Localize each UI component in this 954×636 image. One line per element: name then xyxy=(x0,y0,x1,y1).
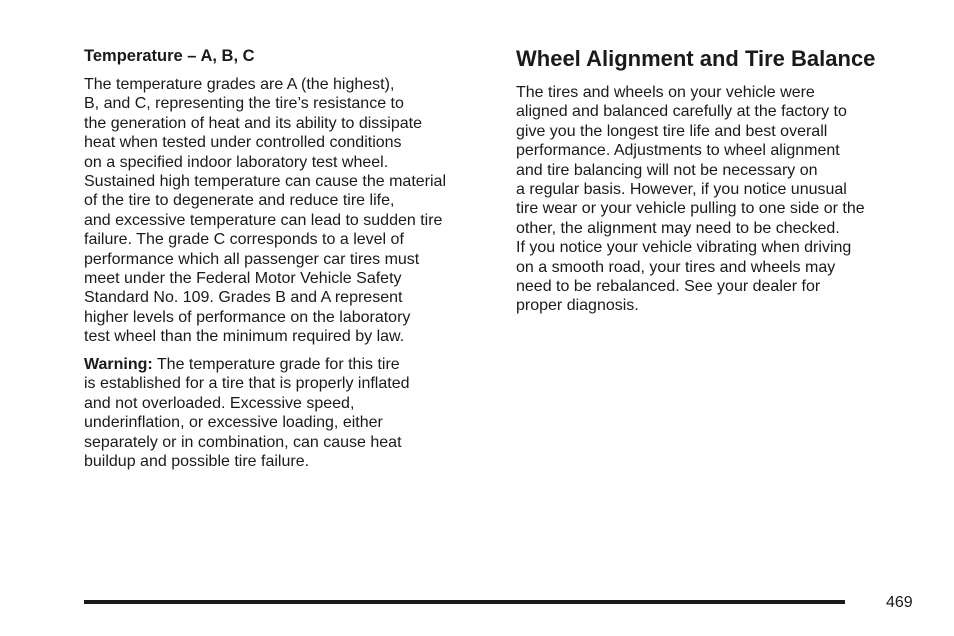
footer-rule xyxy=(84,600,845,604)
paragraph-line: give you the longest tire life and best overall xyxy=(516,122,828,140)
paragraph-line: and excessive temperature can lead to sudden tire xyxy=(84,211,443,229)
paragraph-line: on a specified indoor laboratory test wheel. xyxy=(84,153,389,171)
paragraph-line: performance which all passenger car tires must xyxy=(84,250,420,268)
paragraph-line: the generation of heat and its ability to dissipate xyxy=(84,114,422,132)
paragraph-line: separately or in combination, can cause heat xyxy=(84,433,402,451)
paragraph-line: If you notice your vehicle vibrating when driving xyxy=(516,239,852,257)
paragraph-line: on a smooth road, your tires and wheels may xyxy=(516,258,836,276)
wheel-alignment-heading: Wheel Alignment and Tire Balance xyxy=(516,46,876,71)
paragraph-line: buildup and possible tire failure. xyxy=(84,453,310,471)
paragraph-line: performance. Adjustments to wheel alignment xyxy=(516,142,840,160)
paragraph-line: higher levels of performance on the laboratory xyxy=(84,308,411,326)
temperature-subheading: Temperature – A, B, C xyxy=(84,47,255,65)
paragraph-line: underinflation, or excessive loading, either xyxy=(84,414,383,432)
paragraph-line: Standard No. 109. Grades B and A represent xyxy=(84,289,403,307)
temperature-paragraph xyxy=(84,75,446,347)
paragraph-line: a regular basis. However, if you notice unusual xyxy=(516,181,847,199)
warning-first-line xyxy=(84,355,410,374)
paragraph-line: other, the alignment may need to be checked. xyxy=(516,219,840,237)
page-number: 469 xyxy=(886,594,913,611)
paragraph-line: of the tire to degenerate and reduce tire life, xyxy=(84,192,395,210)
paragraph-line: B, and C, representing the tire’s resistance to xyxy=(84,95,404,113)
paragraph-line: The temperature grades are A (the highest), xyxy=(84,76,395,93)
paragraph-line: test wheel than the minimum required by law. xyxy=(84,328,405,346)
paragraph-line: aligned and balanced carefully at the factory to xyxy=(516,103,847,121)
paragraph-line: need to be rebalanced. See your dealer for xyxy=(516,278,821,296)
paragraph-line: tire wear or your vehicle pulling to one side or the xyxy=(516,200,865,218)
paragraph-line: and tire balancing will not be necessary on xyxy=(516,161,818,179)
warning-label: Warning: xyxy=(84,356,153,373)
paragraph-line: failure. The grade C corresponds to a level of xyxy=(84,231,404,249)
paragraph-line: is established for a tire that is properly inflated xyxy=(84,375,410,393)
paragraph-line: The tires and wheels on your vehicle were xyxy=(516,84,815,101)
paragraph-line: Sustained high temperature can cause the material xyxy=(84,173,446,191)
paragraph-line: heat when tested under controlled conditions xyxy=(84,134,402,152)
paragraph-line: and not overloaded. Excessive speed, xyxy=(84,394,355,412)
warning-paragraph xyxy=(84,355,410,471)
paragraph-line: meet under the Federal Motor Vehicle Safety xyxy=(84,270,402,288)
wheel-alignment-paragraph xyxy=(516,83,865,316)
paragraph-line: proper diagnosis. xyxy=(516,297,639,315)
warning-first-line-text: The temperature grade for this tire xyxy=(152,356,400,373)
